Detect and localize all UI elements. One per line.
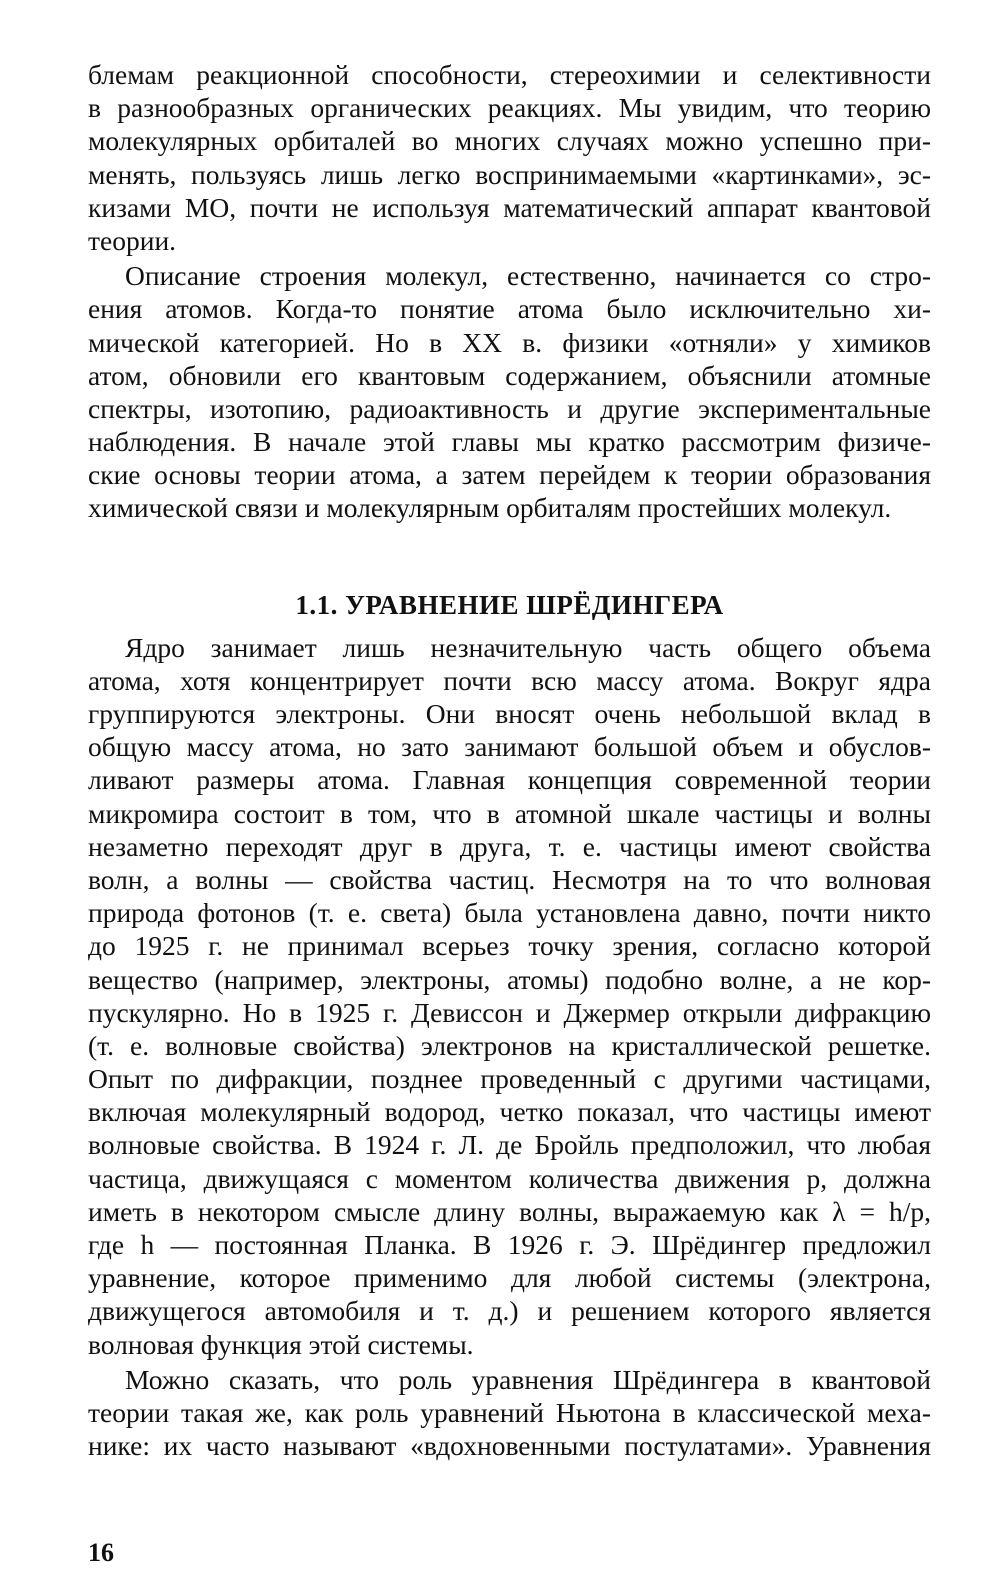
- section-paragraph-1: [88, 631, 931, 1361]
- text-line: микромира состоит в том, что в атомной шкале частицы и волны: [88, 797, 931, 829]
- text-line: в разнообразных органических реакциях. Мы увидим, что теорию: [88, 92, 931, 124]
- page-number: 16: [88, 1538, 114, 1567]
- text-line: где h — постоянная Планка. В 1926 г. Э. Шрёдингер предложил: [88, 1229, 931, 1260]
- text-line: частица, движущаяся с моментом количества движения p, должна: [88, 1162, 931, 1194]
- text-line: нике: их часто называют «вдохновенными постулатами». Уравнения: [88, 1430, 931, 1462]
- text-line: иметь в некотором смысле длину волны, выражаемую как λ = h/p,: [88, 1195, 931, 1227]
- text-line: ливают размеры атома. Главная концепция современной теории: [88, 764, 931, 796]
- text-line: уравнение, которое применимо для любой системы (электрона,: [88, 1262, 931, 1294]
- text-line: спектры, изотопию, радиоактивность и другие экспериментальные: [88, 392, 931, 424]
- text-line: движущегося автомобиля и т. д.) и решением которого является: [88, 1295, 931, 1327]
- text-line: волновая функция этой системы.: [88, 1328, 474, 1360]
- text-line: молекулярных орбиталей во многих случаях можно успешно при-: [88, 125, 931, 157]
- text-line: атома, хотя концентрирует почти всю массу атома. Вокруг ядра: [88, 664, 931, 696]
- intro-paragraph-2: [88, 259, 931, 525]
- text-line: группируются электроны. Они вносят очень небольшой вклад в: [88, 698, 931, 729]
- text-line: волн, а волны — свойства частиц. Несмотря на то что волновая: [88, 863, 931, 895]
- page-body: [88, 58, 931, 1462]
- text-line: мической категорией. Но в XX в. физики «отняли» у химиков: [88, 326, 931, 358]
- text-line: Можно сказать, что роль уравнения Шрёдингера в квантовой: [125, 1363, 931, 1395]
- text-line: химической связи и молекулярным орбиталям простейших молекул.: [88, 492, 892, 524]
- text-line: теории.: [88, 224, 177, 256]
- section-heading: 1.1. УРАВНЕНИЕ ШРЁДИНГЕРА: [295, 589, 724, 620]
- text-line: волновые свойства. В 1924 г. Л. де Бройль предположил, что любая: [88, 1129, 931, 1161]
- text-line: наблюдения. В начале этой главы мы кратко рассмотрим физиче-: [88, 426, 931, 458]
- text-line: ские основы теории атома, а затем перейдем к теории образования: [88, 459, 931, 491]
- text-line: блемам реакционной способности, стереохимии и селективности: [88, 59, 931, 90]
- text-line: природа фотонов (т. е. света) была установлена давно, почти никто: [88, 897, 931, 929]
- text-line: (т. е. волновые свойства) электронов на кристаллической решетке.: [88, 1029, 931, 1061]
- text-line: атом, обновили его квантовым содержанием, объяснили атомные: [88, 359, 931, 391]
- text-line: кизами МО, почти не используя математический аппарат квантовой: [88, 191, 931, 223]
- text-line: общую массу атома, но зато занимают большой объем и обуслов-: [88, 731, 931, 763]
- intro-paragraph-1: [88, 58, 931, 257]
- text-line: Ядро занимает лишь незначительную часть общего объема: [125, 631, 931, 663]
- text-line: вещество (например, электроны, атомы) подобно волне, а не кор-: [88, 963, 931, 995]
- text-line: ения атомов. Когда-то понятие атома было исключительно хи-: [88, 293, 931, 325]
- text-line: теории такая же, как роль уравнений Ньютона в классической меха-: [88, 1396, 931, 1428]
- text-line: до 1925 г. не принимал всерьез точку зрения, согласно которой: [88, 930, 931, 962]
- section-paragraph-2: [88, 1363, 931, 1463]
- text-line: незаметно переходят друг в друга, т. е. частицы имеют свойства: [88, 830, 931, 862]
- text-line: Опыт по дифракции, позднее проведенный с другими частицами,: [88, 1063, 931, 1095]
- text-line: пускулярно. Но в 1925 г. Девиссон и Джермер открыли дифракцию: [88, 996, 931, 1028]
- text-line: включая молекулярный водород, четко показал, что частицы имеют: [88, 1096, 931, 1128]
- text-line: менять, пользуясь лишь легко воспринимаемыми «картинками», эс-: [88, 158, 931, 190]
- text-line: Описание строения молекул, естественно, начинается со стро-: [125, 260, 931, 292]
